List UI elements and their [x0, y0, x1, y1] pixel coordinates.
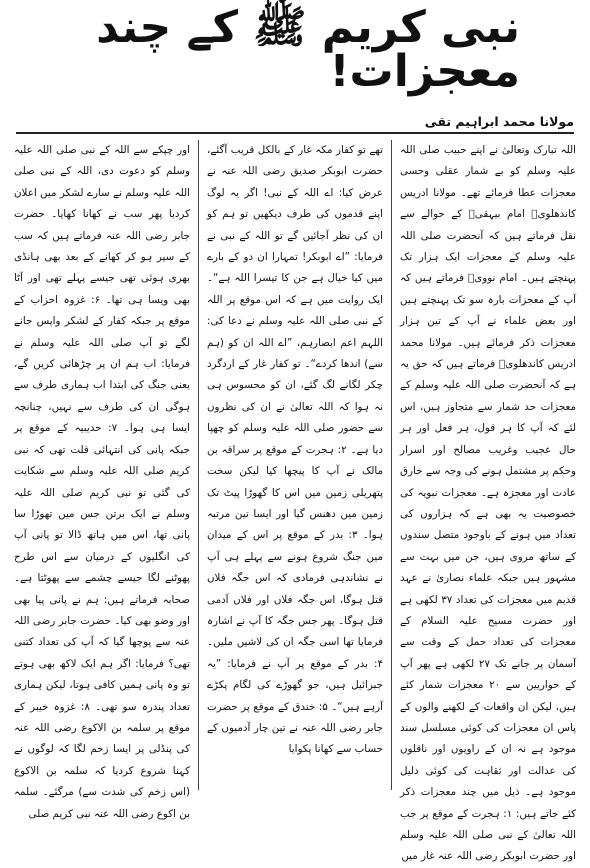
column-text: تھے تو کفار مکہ غار کے بالکل قریب آگئے، حضرت ابوبکر صدیق رضی اللہ عنہ نے عرض کیا: اے اللہ کے نبی! اگر یہ لوگ اپنے قدموں کی طرف دیکھیں تو ہم کو ان کی نظر آجائیں گے تو اللہ کے نبی نے فرمایا: ”اے ابوبکر! تمہارا ان دو کے بارے میں کیا خیال ہے جن کا تیسرا اللہ ہے“۔ ایک روایت میں ہے کہ اس موقع پر اللہ کے نبی صلی اللہ علیہ وسلم نے دعا کی: اللہم اعم ابصارہم، ”اے اللہ ان کو (ہم سے) اندھا کردے“۔ تو کفار غار کے اردگرد چکر لگانے لگ گئے، ان کو محسوس ہی نہ ہوا کہ اللہ تعالیٰ نے ان کی نظروں سے حضور صلی اللہ علیہ وسلم کو چھپا دیا ہے۔ ۲: ہجرت کے موقع پر سراقہ بن مالک نے آپ کا پیچھا کیا لیکن سخت پتھریلی زمین میں اس کا گھوڑا پیٹ تک زمین میں دھنس گیا اور ایسا تین مرتبہ ہوا۔ ۳: بدر کے موقع پر اس کے میدان میں جنگ شروع ہونے سے پہلے ہی آپ نے نشاندہی فرمادی کہ اس جگہ فلاں قتل ہوگا، اس جگہ فلاں اور فلاں آدمی قتل ہوگا۔ پھر جس جگہ کا آپ نے اشارہ فرمایا تھا اسی جگہ ان کی لاشیں ملیں۔ ۴: بدر کے موقع پر آپ نے فرمایا: ”یہ جبرائیل ہیں، جو گھوڑے کی لگام پکڑے آرہے ہیں“۔ ۵: خندق کے موقع پر حضرت جابر رضی اللہ عنہ نے تین چار آدمیوں کے حساب سے کھانا پکوایا	[207, 144, 383, 756]
article-body	[14, 140, 577, 863]
column-text: اللہ تبارک وتعالیٰ نے اپنے حبیب صلی اللہ علیہ وسلم کو بے شمار عقلی وحسی معجزات عطا فرمائے تھے۔ مولانا ادریس کاندھلویؒ امام بیہقیؒ کے حوالے سے نقل فرماتے ہیں کہ آنحضرت صلی اللہ علیہ وسلم کے معجزات ایک ہزار تک پہنچتے ہیں۔ امام نوویؒ فرماتے ہیں کہ آپ کے معجزات بارہ سو تک پہنچتے ہیں اور بعض علماء نے آپ کے تین ہزار معجزات ذکر فرمائے ہیں۔ مولانا محمد ادریس کاندھلویؒ فرماتے ہیں کہ حق یہ ہے کہ آنحضرت صلی اللہ علیہ وسلم کے معجزات حد شمار سے متجاوز ہیں، اس لئے کہ آپ کا ہر قول، ہر فعل اور ہر حال عجیب وغریب مصالح اور اسرار وحکم پر مشتمل ہونے کی وجہ سے خارق عادت اور معجزہ ہے۔ معجزات نبویہ کی خصوصیت یہ بھی ہے کہ ہزاروں کی تعداد میں ہونے کے باوجود متصل سندوں کے ساتھ مروی ہیں، جن میں بہت سے مشہور ہیں جبکہ علماء نصاریٰ نے عہد قدیم میں معجزات کی تعداد ۳۷ لکھی ہے اور حضرت مسیح علیہ السلام کے معجزات کی تعداد حمل کے وقت سے آسمان پر جانے تک ۲۷ لکھی ہے پھر آپ کے حواریین سے ۲۰ معجزات شمار کئے ہیں، لیکن ان واقعات کے لکھنے والوں کے پاس ان معجزات کی کوئی مسلسل سند موجود ہے نہ ان کے راویوں اور ناقلوں کی عدالت اور ثقاہت کی کوئی دلیل موجود ہے۔ ذیل میں چند معجزات ذکر کئے جاتے ہیں: ۱: ہجرت کے موقع پر جب اللہ تعالیٰ کے نبی صلی اللہ علیہ وسلم اور حضرت ابوبکر رضی اللہ عنہ غار میں	[400, 144, 577, 863]
text-column-right	[392, 140, 577, 863]
header-divider	[16, 132, 574, 134]
column-text: اور چپکے سے اللہ کے نبی صلی اللہ علیہ وسلم کو دعوت دی، اللہ کے نبی صلی اللہ علیہ وسلم نے سارے لشکر میں اعلان کردیا پھر سب نے کھانا کھایا۔ حضرت جابر رضی اللہ عنہ فرماتے ہیں کہ سب کے سیر ہو کر کھانے کے بعد بھی ہانڈی بھری ہوئی تھی جیسے پہلے تھی اور آٹا بھی ویسا ہی تھا۔ ۶: غزوہ احزاب کے موقع پر جبکہ کفار کے لشکر واپس جانے لگے تو آپ صلی اللہ علیہ وسلم نے فرمایا: اب ہم ان پر چڑھائی کریں گے، یعنی جنگ کی ابتدا اب ہماری طرف سے ہوگی ان کی طرف سے نہیں، چنانچہ ایسا ہی ہوا۔ ۷: حدیبیہ کے موقع پر جبکہ پانی کی انتہائی قلت تھی کہ نبی کریم صلی اللہ علیہ وسلم سے شکایت کی گئی تو نبی کریم صلی اللہ علیہ وسلم نے ایک برتن جس میں تھوڑا سا پانی تھا، اس میں ہاتھ ڈالا تو پانی آپ کی انگلیوں کے درمیان سے اس طرح پھوٹنے لگا جیسے چشمے سے پھوٹتا ہے۔ صحابہ فرماتے ہیں: ہم نے پانی پیا بھی اور وضو بھی کیا۔ حضرت جابر رضی اللہ عنہ سے پوچھا گیا کہ آپ کی تعداد کتنی تھی؟ فرمایا: اگر ہم ایک لاکھ بھی ہوتے تو وہ پانی ہمیں کافی ہوتا، لیکن ہماری تعداد پندرہ سو تھی۔ ۸: غزوہ خیبر کے موقع پر سلمہ بن الاکوع رضی اللہ عنہ کی پنڈلی پر ایسا زخم لگا کہ لوگوں نے کہنا شروع کردیا کہ سلمہ بن الاکوع (اس زخم کی شدت سے) مرگئے۔ سلمہ بن اکوع رضی اللہ عنہ نبی کریم صلی	[14, 144, 191, 820]
article-title: نبی کریم ﷺ کے چند معجزات!	[96, 2, 520, 97]
text-column-left	[14, 140, 198, 820]
text-column-middle	[198, 140, 392, 790]
author-byline: مولانا محمد ابراہیم تقی	[424, 114, 574, 129]
